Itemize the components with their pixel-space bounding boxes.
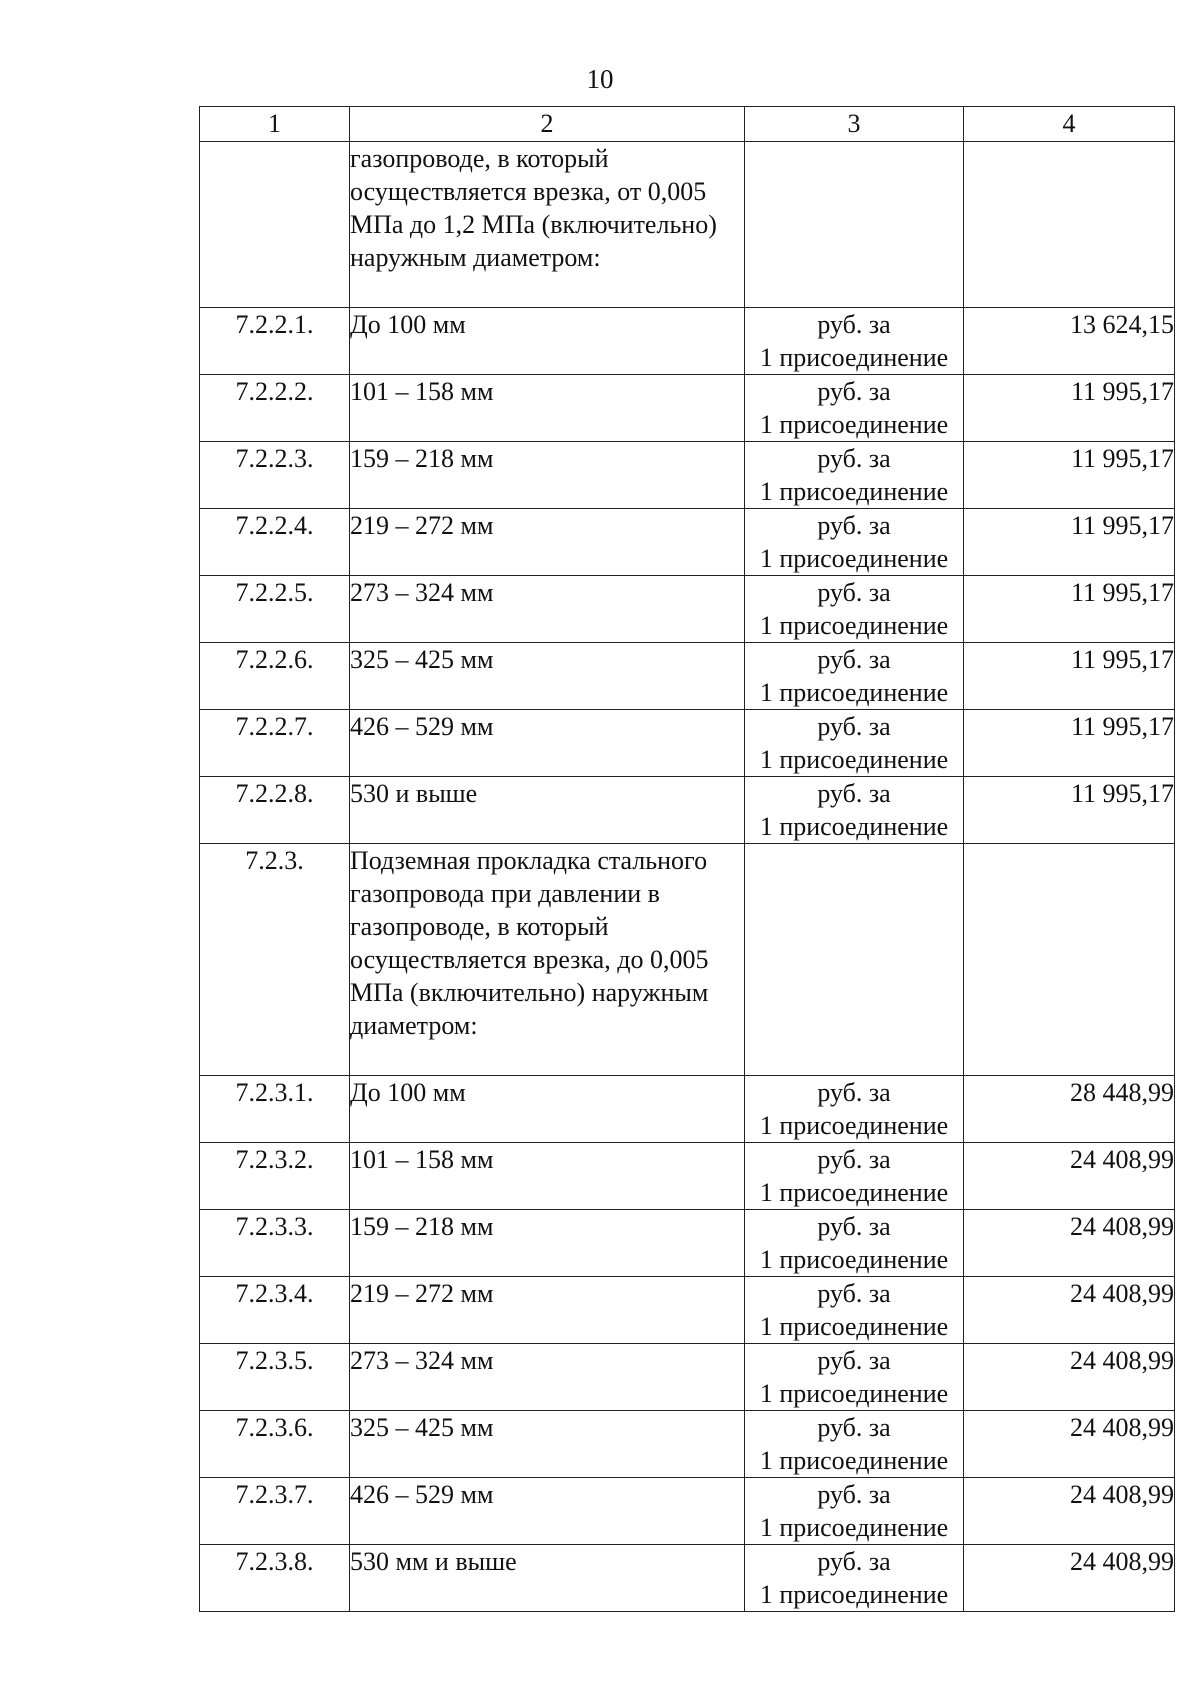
table-cell-unit bbox=[745, 308, 964, 375]
unit-line-2: 1 присоединение bbox=[759, 1178, 949, 1207]
column-header-2: 2 bbox=[350, 107, 745, 142]
unit-line-2: 1 присоединение bbox=[759, 343, 949, 372]
unit-line-2: 1 присоединение bbox=[759, 1111, 949, 1140]
table-row bbox=[200, 1545, 1175, 1612]
unit-line-2: 1 присоединение bbox=[759, 1446, 949, 1475]
table-cell-description: 273 – 324 мм bbox=[350, 1344, 745, 1411]
table-cell-description: До 100 мм bbox=[350, 1076, 745, 1143]
table-cell-price: 13 624,15 bbox=[964, 308, 1175, 375]
unit-line-2: 1 присоединение bbox=[759, 678, 949, 707]
table-row bbox=[200, 643, 1175, 710]
table-row bbox=[200, 576, 1175, 643]
table-row bbox=[200, 308, 1175, 375]
table-cell-code: 7.2.3.7. bbox=[200, 1478, 350, 1545]
table-cell-unit bbox=[745, 1478, 964, 1545]
table-cell-unit bbox=[745, 1344, 964, 1411]
table-cell-unit bbox=[745, 142, 964, 308]
table-cell-code bbox=[200, 142, 350, 308]
table-cell-price bbox=[964, 844, 1175, 1076]
unit-line-1: руб. за bbox=[817, 444, 891, 473]
table-cell-description: 530 мм и выше bbox=[350, 1545, 745, 1612]
table-cell-price: 24 408,99 bbox=[964, 1143, 1175, 1210]
table-header-row bbox=[200, 107, 1175, 142]
continuation-row bbox=[200, 142, 1175, 308]
unit-line-2: 1 присоединение bbox=[759, 745, 949, 774]
table-cell-code: 7.2.3.4. bbox=[200, 1277, 350, 1344]
table-cell-code: 7.2.3.3. bbox=[200, 1210, 350, 1277]
column-header-4: 4 bbox=[964, 107, 1175, 142]
table-cell-price: 24 408,99 bbox=[964, 1344, 1175, 1411]
table-cell-description: 325 – 425 мм bbox=[350, 643, 745, 710]
table-cell-unit bbox=[745, 844, 964, 1076]
table-cell-description: 101 – 158 мм bbox=[350, 375, 745, 442]
table-row bbox=[200, 710, 1175, 777]
table-cell-price: 24 408,99 bbox=[964, 1411, 1175, 1478]
unit-line-1: руб. за bbox=[817, 1279, 891, 1308]
unit-line-1: руб. за bbox=[817, 377, 891, 406]
table-cell-unit bbox=[745, 710, 964, 777]
table-cell-price: 11 995,17 bbox=[964, 442, 1175, 509]
unit-line-2: 1 присоединение bbox=[759, 410, 949, 439]
table-cell-code: 7.2.2.7. bbox=[200, 710, 350, 777]
unit-line-2: 1 присоединение bbox=[759, 1379, 949, 1408]
column-header-3: 3 bbox=[745, 107, 964, 142]
unit-line-1: руб. за bbox=[817, 1480, 891, 1509]
table-cell-description: До 100 мм bbox=[350, 308, 745, 375]
unit-line-2: 1 присоединение bbox=[759, 812, 949, 841]
table-cell-description: 219 – 272 мм bbox=[350, 509, 745, 576]
table-cell-unit bbox=[745, 1143, 964, 1210]
table-cell-description: 426 – 529 мм bbox=[350, 1478, 745, 1545]
table-cell-price: 11 995,17 bbox=[964, 509, 1175, 576]
unit-line-1: руб. за bbox=[817, 1212, 891, 1241]
unit-line-1: руб. за bbox=[817, 1547, 891, 1576]
table-row bbox=[200, 1210, 1175, 1277]
table-cell-unit bbox=[745, 777, 964, 844]
unit-line-1: руб. за bbox=[817, 645, 891, 674]
unit-line-1: руб. за bbox=[817, 310, 891, 339]
table-cell-description: Подземная прокладка стального газопровода при давлении в газопроводе, в который осуществляется врезка, до 0,005 МПа (включительно) наружным диаметром: bbox=[350, 844, 745, 1076]
tariff-table bbox=[199, 106, 1175, 1612]
table-cell-code: 7.2.2.4. bbox=[200, 509, 350, 576]
table-row bbox=[200, 777, 1175, 844]
unit-line-2: 1 присоединение bbox=[759, 477, 949, 506]
unit-line-1: руб. за bbox=[817, 1145, 891, 1174]
table-cell-price: 11 995,17 bbox=[964, 375, 1175, 442]
unit-line-1: руб. за bbox=[817, 1078, 891, 1107]
table-row bbox=[200, 1411, 1175, 1478]
table-cell-code: 7.2.2.8. bbox=[200, 777, 350, 844]
table-cell-price: 11 995,17 bbox=[964, 777, 1175, 844]
table-cell-unit bbox=[745, 509, 964, 576]
page-number: 10 bbox=[586, 64, 614, 94]
table-cell-unit bbox=[745, 576, 964, 643]
table-cell-code: 7.2.3.1. bbox=[200, 1076, 350, 1143]
table-cell-price: 24 408,99 bbox=[964, 1478, 1175, 1545]
unit-line-2: 1 присоединение bbox=[759, 611, 949, 640]
table-cell-unit bbox=[745, 643, 964, 710]
table-cell-unit bbox=[745, 1277, 964, 1344]
unit-line-1: руб. за bbox=[817, 1413, 891, 1442]
table-cell-description: 159 – 218 мм bbox=[350, 1210, 745, 1277]
table-cell-unit bbox=[745, 1545, 964, 1612]
table-cell-code: 7.2.3.5. bbox=[200, 1344, 350, 1411]
table-cell-price bbox=[964, 142, 1175, 308]
table-cell-unit bbox=[745, 375, 964, 442]
table-cell-description: 426 – 529 мм bbox=[350, 710, 745, 777]
table-cell-unit bbox=[745, 442, 964, 509]
table-row bbox=[200, 375, 1175, 442]
table-cell-code: 7.2.2.5. bbox=[200, 576, 350, 643]
table-cell-description: 325 – 425 мм bbox=[350, 1411, 745, 1478]
table-cell-description: 219 – 272 мм bbox=[350, 1277, 745, 1344]
table-cell-price: 28 448,99 bbox=[964, 1076, 1175, 1143]
table-cell-description: 101 – 158 мм bbox=[350, 1143, 745, 1210]
table-cell-unit bbox=[745, 1076, 964, 1143]
table-cell-code: 7.2.3.2. bbox=[200, 1143, 350, 1210]
unit-line-1: руб. за bbox=[817, 578, 891, 607]
table-cell-code: 7.2.3. bbox=[200, 844, 350, 1076]
table-row bbox=[200, 1076, 1175, 1143]
table-row bbox=[200, 1478, 1175, 1545]
column-header-1: 1 bbox=[200, 107, 350, 142]
table-row bbox=[200, 442, 1175, 509]
table-row bbox=[200, 1143, 1175, 1210]
unit-line-1: руб. за bbox=[817, 1346, 891, 1375]
table-cell-code: 7.2.2.3. bbox=[200, 442, 350, 509]
table-cell-price: 24 408,99 bbox=[964, 1545, 1175, 1612]
table-cell-unit bbox=[745, 1411, 964, 1478]
unit-line-1: руб. за bbox=[817, 779, 891, 808]
unit-line-2: 1 присоединение bbox=[759, 1245, 949, 1274]
unit-line-2: 1 присоединение bbox=[759, 1312, 949, 1341]
unit-line-2: 1 присоединение bbox=[759, 1580, 949, 1609]
unit-line-1: руб. за bbox=[817, 511, 891, 540]
table-cell-code: 7.2.2.6. bbox=[200, 643, 350, 710]
table-cell-description: газопроводе, в который осуществляется врезка, от 0,005 МПа до 1,2 МПа (включительно) наружным диаметром: bbox=[350, 142, 745, 308]
unit-line-1: руб. за bbox=[817, 712, 891, 741]
table-cell-code: 7.2.2.2. bbox=[200, 375, 350, 442]
table-row bbox=[200, 1277, 1175, 1344]
section-header-row bbox=[200, 844, 1175, 1076]
table-row bbox=[200, 1344, 1175, 1411]
table-cell-price: 11 995,17 bbox=[964, 710, 1175, 777]
table-row bbox=[200, 509, 1175, 576]
table-cell-description: 273 – 324 мм bbox=[350, 576, 745, 643]
unit-line-2: 1 присоединение bbox=[759, 544, 949, 573]
unit-line-2: 1 присоединение bbox=[759, 1513, 949, 1542]
table-cell-description: 530 и выше bbox=[350, 777, 745, 844]
table-cell-code: 7.2.2.1. bbox=[200, 308, 350, 375]
table-cell-code: 7.2.3.8. bbox=[200, 1545, 350, 1612]
table-cell-unit bbox=[745, 1210, 964, 1277]
table-cell-price: 24 408,99 bbox=[964, 1210, 1175, 1277]
table-cell-price: 11 995,17 bbox=[964, 576, 1175, 643]
table-cell-description: 159 – 218 мм bbox=[350, 442, 745, 509]
table-cell-code: 7.2.3.6. bbox=[200, 1411, 350, 1478]
table-cell-price: 24 408,99 bbox=[964, 1277, 1175, 1344]
table-cell-price: 11 995,17 bbox=[964, 643, 1175, 710]
